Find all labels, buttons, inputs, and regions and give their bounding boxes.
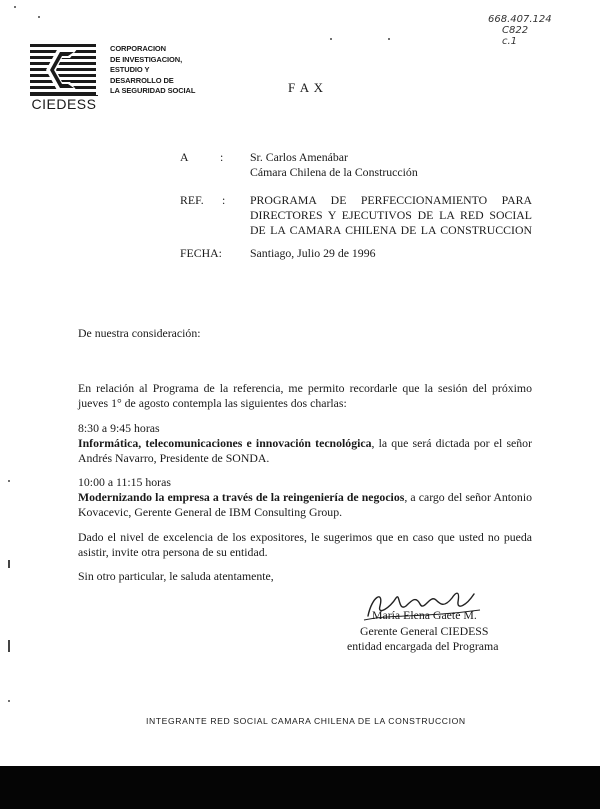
date-label: FECHA: <box>180 246 222 260</box>
closing-paragraph: Dado el nivel de excelencia de los expositores, le sugerimos que en caso que usted no pueda asistir, invite otra persona de su entidad. <box>78 530 532 559</box>
to-label: A <box>180 150 189 164</box>
scan-speck <box>14 6 16 8</box>
signatory-name: María Elena Gaete M. <box>372 608 477 622</box>
org-line: CORPORACION <box>110 44 166 53</box>
ref-line: DE LA CAMARA CHILENA DE LA CONSTRUCCION <box>250 223 532 237</box>
talk-1-title: Informática, telecomunicaciones e innovación tecnológica <box>78 436 372 450</box>
scan-speck <box>8 640 10 652</box>
ciedess-logo <box>26 42 100 112</box>
scan-speck <box>8 480 10 482</box>
ref-line: DIRECTORES Y EJECUTIVOS DE LA RED SOCIAL <box>250 208 532 222</box>
handwritten-line: C822 <box>502 25 529 36</box>
organization-name <box>110 44 195 97</box>
scan-speck <box>330 38 332 40</box>
recipient-org: Cámara Chilena de la Construcción <box>250 165 418 179</box>
ref-separator: : <box>222 193 226 207</box>
intro-paragraph: En relación al Programa de la referencia, me permito recordarle que la sesión del próximo jueves 1° de agosto contempla las siguientes dos charlas: <box>78 381 532 410</box>
talk-1-time: 8:30 a 9:45 horas <box>78 421 160 435</box>
org-line: ESTUDIO Y <box>110 65 150 74</box>
greeting: De nuestra consideración: <box>78 326 201 340</box>
org-line: DE INVESTIGACION, <box>110 54 183 64</box>
handwritten-annotation <box>488 14 552 47</box>
handwritten-line: 668.407.124 <box>488 14 552 25</box>
scan-speck <box>38 16 40 18</box>
ref-label: REF. <box>180 193 204 207</box>
handwritten-line: c.1 <box>502 36 518 47</box>
signatory-title: Gerente General CIEDESS <box>360 624 489 638</box>
scan-bottom-edge <box>0 766 600 809</box>
signatory-role: entidad encargada del Programa <box>347 639 499 653</box>
talk-2-speaker: , a cargo del señor Antonio Kovacevic, Gerente General de IBM Consulting Group. <box>78 490 533 519</box>
to-separator: : <box>220 150 224 164</box>
footer-text: INTEGRANTE RED SOCIAL CAMARA CHILENA DE LA CONSTRUCCION <box>146 716 466 726</box>
scan-speck <box>8 700 10 702</box>
talk-2 <box>78 475 532 520</box>
scan-speck <box>388 38 390 40</box>
sign-off: Sin otro particular, le saluda atentamente, <box>78 569 274 583</box>
ciedess-logo-icon <box>26 42 100 98</box>
org-line: LA SEGURIDAD SOCIAL <box>110 86 196 95</box>
to-recipient <box>250 150 418 180</box>
ref-line: PROGRAMA DE PERFECCIONAMIENTO PARA <box>250 193 532 207</box>
reference-subject <box>250 193 532 238</box>
document-type-title: F A X <box>288 80 325 95</box>
talk-2-description <box>78 490 532 520</box>
talk-1-description <box>78 436 532 466</box>
talk-2-time: 10:00 a 11:15 horas <box>78 475 171 489</box>
talk-1-speaker: , la que será dictada por el señor Andrés Navarro, Presidente de SONDA. <box>78 436 532 465</box>
org-line: DESARROLLO DE <box>110 75 174 85</box>
date-value: Santiago, Julio 29 de 1996 <box>250 246 376 260</box>
logo-wordmark: CIEDESS <box>31 96 97 112</box>
talk-2-title: Modernizando la empresa a través de la reingeniería de negocios <box>78 490 405 504</box>
talk-1 <box>78 421 532 466</box>
recipient-name: Sr. Carlos Amenábar <box>250 150 348 164</box>
scan-speck <box>8 560 10 568</box>
